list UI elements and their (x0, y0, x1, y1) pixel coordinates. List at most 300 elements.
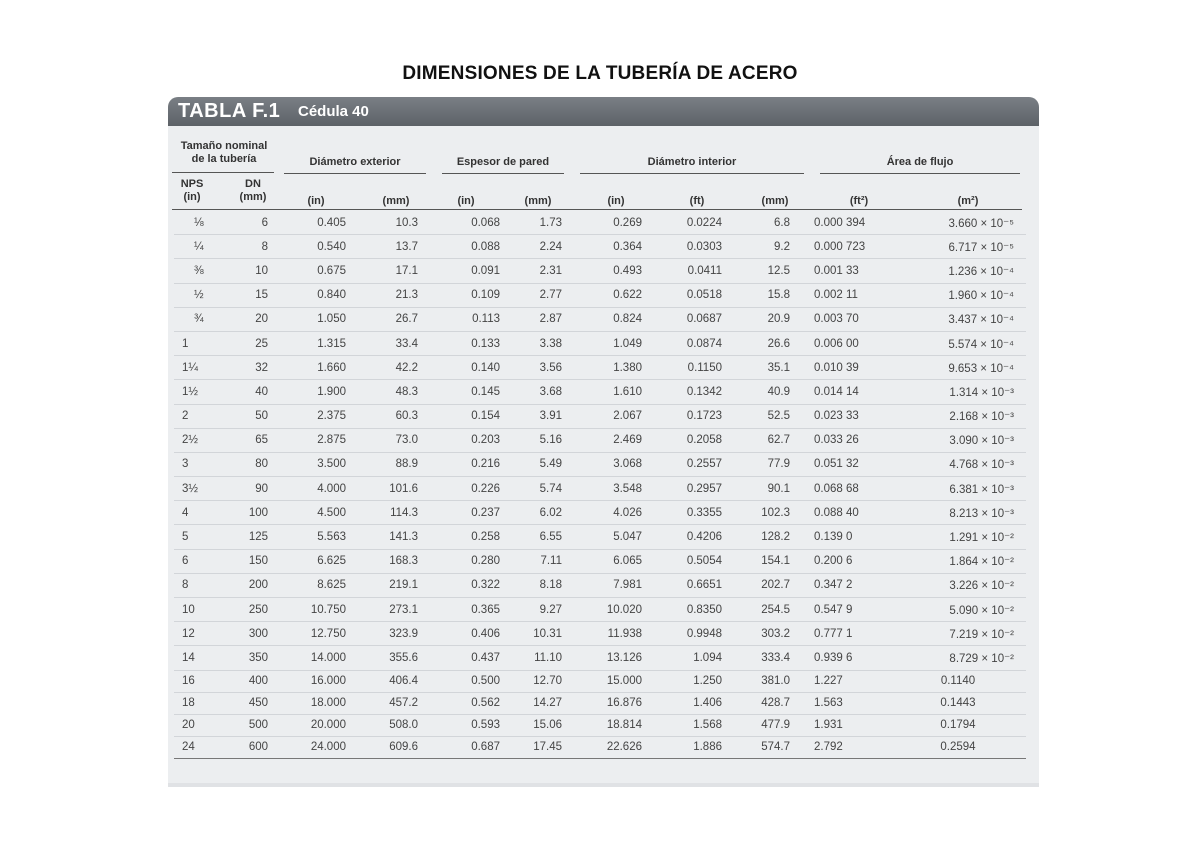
subheader-id-in: (in) (607, 195, 625, 207)
subheader-nps: NPS (in) (180, 178, 204, 203)
cell-wall-mm: 8.18 (500, 573, 572, 597)
subheader-area-ft2: (ft²) (849, 195, 869, 207)
cell-dn: 50 (214, 404, 276, 428)
cell-area-m2: 3.090 × 10⁻³ (890, 428, 1026, 452)
cell-id-mm: 35.1 (722, 356, 800, 380)
cell-wall-mm: 3.68 (500, 380, 572, 404)
cell-wall-mm: 2.77 (500, 283, 572, 307)
cell-wall-in: 0.322 (428, 573, 500, 597)
cell-id-in: 1.610 (572, 380, 642, 404)
cell-wall-in: 0.237 (428, 501, 500, 525)
cell-wall-mm: 9.27 (500, 598, 572, 622)
cell-id-ft: 0.1150 (642, 356, 722, 380)
cell-wall-in: 0.145 (428, 380, 500, 404)
cell-wall-in: 0.203 (428, 428, 500, 452)
cell-id-mm: 477.9 (722, 714, 800, 736)
cell-wall-mm: 3.91 (500, 404, 572, 428)
cell-id-in: 2.469 (572, 428, 642, 452)
cell-wall-mm: 15.06 (500, 714, 572, 736)
cell-dn: 125 (214, 525, 276, 549)
table-row (174, 404, 1026, 428)
table-footer-band (168, 783, 1039, 787)
cell-id-in: 3.068 (572, 452, 642, 476)
cell-nps: 20 (174, 714, 214, 736)
cell-od-mm: 101.6 (346, 477, 428, 501)
cell-area-ft2: 0.000 394 (800, 211, 890, 235)
cell-id-mm: 381.0 (722, 670, 800, 692)
cell-id-mm: 62.7 (722, 428, 800, 452)
table-row (174, 380, 1026, 404)
cell-area-ft2: 1.227 (800, 670, 890, 692)
table-row (174, 452, 1026, 476)
cell-nps: 1½ (174, 380, 214, 404)
table-row (174, 549, 1026, 573)
cell-id-ft: 0.1723 (642, 404, 722, 428)
cell-od-in: 20.000 (276, 714, 346, 736)
cell-id-ft: 1.568 (642, 714, 722, 736)
cell-area-ft2: 0.003 70 (800, 307, 890, 331)
table-row (174, 525, 1026, 549)
cell-wall-in: 0.437 (428, 646, 500, 670)
cell-wall-in: 0.133 (428, 331, 500, 355)
cell-area-ft2: 0.200 6 (800, 549, 890, 573)
cell-id-ft: 0.9948 (642, 622, 722, 646)
cell-dn: 250 (214, 598, 276, 622)
header-wall-thickness: Espesor de pared (442, 156, 564, 174)
cell-od-mm: 219.1 (346, 573, 428, 597)
table-row (174, 622, 1026, 646)
cell-od-mm: 26.7 (346, 307, 428, 331)
cell-wall-mm: 10.31 (500, 622, 572, 646)
subheader-area-m2: (m²) (957, 195, 979, 207)
cell-od-mm: 508.0 (346, 714, 428, 736)
cell-od-mm: 609.6 (346, 736, 428, 758)
cell-wall-in: 0.088 (428, 235, 500, 259)
header-divider (172, 209, 1022, 210)
cell-nps: ¾ (174, 307, 214, 331)
cell-od-mm: 42.2 (346, 356, 428, 380)
cell-dn: 40 (214, 380, 276, 404)
cell-od-in: 0.675 (276, 259, 346, 283)
cell-dn: 200 (214, 573, 276, 597)
cell-id-mm: 40.9 (722, 380, 800, 404)
cell-dn: 8 (214, 235, 276, 259)
cell-area-ft2: 0.547 9 (800, 598, 890, 622)
cell-od-in: 0.540 (276, 235, 346, 259)
cell-dn: 6 (214, 211, 276, 235)
cell-od-in: 1.315 (276, 331, 346, 355)
cell-area-m2: 0.1443 (890, 692, 1026, 714)
cell-id-ft: 0.2557 (642, 452, 722, 476)
table-row (174, 598, 1026, 622)
cell-area-m2: 6.381 × 10⁻³ (890, 477, 1026, 501)
cell-area-ft2: 0.002 11 (800, 283, 890, 307)
cell-area-ft2: 0.088 40 (800, 501, 890, 525)
cell-nps: ⅜ (174, 259, 214, 283)
cell-od-in: 16.000 (276, 670, 346, 692)
cell-area-ft2: 0.051 32 (800, 452, 890, 476)
cell-nps: ½ (174, 283, 214, 307)
cell-nps: 14 (174, 646, 214, 670)
cell-wall-mm: 6.55 (500, 525, 572, 549)
cell-wall-mm: 2.87 (500, 307, 572, 331)
cell-wall-in: 0.500 (428, 670, 500, 692)
cell-area-ft2: 0.023 33 (800, 404, 890, 428)
cell-wall-in: 0.593 (428, 714, 500, 736)
cell-wall-mm: 3.56 (500, 356, 572, 380)
cell-od-in: 12.750 (276, 622, 346, 646)
cell-od-in: 8.625 (276, 573, 346, 597)
cell-area-m2: 5.574 × 10⁻⁴ (890, 331, 1026, 355)
cell-id-ft: 0.1342 (642, 380, 722, 404)
cell-area-m2: 0.1794 (890, 714, 1026, 736)
cell-od-in: 1.900 (276, 380, 346, 404)
cell-dn: 15 (214, 283, 276, 307)
cell-area-m2: 8.729 × 10⁻² (890, 646, 1026, 670)
cell-id-in: 1.380 (572, 356, 642, 380)
cell-nps: 2 (174, 404, 214, 428)
cell-wall-mm: 17.45 (500, 736, 572, 758)
cell-od-mm: 60.3 (346, 404, 428, 428)
cell-nps: 24 (174, 736, 214, 758)
cell-wall-in: 0.091 (428, 259, 500, 283)
table-label: TABLA F.1 (178, 100, 281, 122)
cell-dn: 25 (214, 331, 276, 355)
cell-wall-mm: 12.70 (500, 670, 572, 692)
cell-wall-mm: 3.38 (500, 331, 572, 355)
table-row (174, 283, 1026, 307)
cell-wall-in: 0.154 (428, 404, 500, 428)
header-divider-nominal (172, 172, 274, 173)
cell-id-in: 22.626 (572, 736, 642, 758)
cell-nps: 10 (174, 598, 214, 622)
cell-od-mm: 88.9 (346, 452, 428, 476)
cell-area-m2: 3.226 × 10⁻² (890, 573, 1026, 597)
cell-area-m2: 9.653 × 10⁻⁴ (890, 356, 1026, 380)
cell-od-in: 18.000 (276, 692, 346, 714)
cell-id-ft: 0.5054 (642, 549, 722, 573)
page-title: DIMENSIONES DE LA TUBERÍA DE ACERO (402, 63, 798, 84)
subheader-id-ft: (ft) (689, 195, 705, 207)
cell-id-ft: 0.4206 (642, 525, 722, 549)
cell-wall-mm: 11.10 (500, 646, 572, 670)
cell-nps: 5 (174, 525, 214, 549)
cell-id-in: 15.000 (572, 670, 642, 692)
table-row (174, 670, 1026, 692)
cell-wall-in: 0.113 (428, 307, 500, 331)
cell-dn: 150 (214, 549, 276, 573)
cell-nps: ¼ (174, 235, 214, 259)
cell-od-in: 4.500 (276, 501, 346, 525)
cell-od-mm: 323.9 (346, 622, 428, 646)
cell-id-in: 6.065 (572, 549, 642, 573)
cell-id-ft: 0.0687 (642, 307, 722, 331)
cell-nps: ⅛ (174, 211, 214, 235)
cell-area-ft2: 0.010 39 (800, 356, 890, 380)
cell-id-in: 10.020 (572, 598, 642, 622)
cell-id-in: 1.049 (572, 331, 642, 355)
cell-dn: 500 (214, 714, 276, 736)
cell-od-mm: 114.3 (346, 501, 428, 525)
cell-area-m2: 1.864 × 10⁻² (890, 549, 1026, 573)
cell-nps: 16 (174, 670, 214, 692)
cell-id-mm: 90.1 (722, 477, 800, 501)
cell-id-in: 4.026 (572, 501, 642, 525)
cell-nps: 4 (174, 501, 214, 525)
cell-od-mm: 273.1 (346, 598, 428, 622)
cell-id-ft: 1.406 (642, 692, 722, 714)
table-row (174, 573, 1026, 597)
cell-id-mm: 12.5 (722, 259, 800, 283)
cell-id-mm: 128.2 (722, 525, 800, 549)
cell-od-in: 1.660 (276, 356, 346, 380)
cell-id-mm: 333.4 (722, 646, 800, 670)
cell-wall-in: 0.687 (428, 736, 500, 758)
subheader-id-mm: (mm) (761, 195, 789, 207)
cell-nps: 18 (174, 692, 214, 714)
cell-id-mm: 428.7 (722, 692, 800, 714)
cell-id-ft: 0.0411 (642, 259, 722, 283)
cell-od-mm: 406.4 (346, 670, 428, 692)
cell-wall-mm: 5.49 (500, 452, 572, 476)
cell-area-ft2: 0.068 68 (800, 477, 890, 501)
cell-id-ft: 0.2957 (642, 477, 722, 501)
subheader-dn: DN (mm) (239, 178, 267, 203)
data-table (174, 211, 1026, 759)
cell-nps: 1¼ (174, 356, 214, 380)
header-nominal-size: Tamaño nominal de la tubería (180, 140, 268, 165)
cell-id-mm: 52.5 (722, 404, 800, 428)
table-row (174, 211, 1026, 235)
cell-id-in: 11.938 (572, 622, 642, 646)
cell-wall-in: 0.562 (428, 692, 500, 714)
cell-od-mm: 48.3 (346, 380, 428, 404)
cell-id-in: 13.126 (572, 646, 642, 670)
cell-od-in: 4.000 (276, 477, 346, 501)
cell-area-m2: 2.168 × 10⁻³ (890, 404, 1026, 428)
header-outer-diameter: Diámetro exterior (284, 156, 426, 174)
cell-wall-in: 0.140 (428, 356, 500, 380)
cell-id-mm: 26.6 (722, 331, 800, 355)
cell-dn: 10 (214, 259, 276, 283)
cell-area-ft2: 1.563 (800, 692, 890, 714)
table-row (174, 235, 1026, 259)
cell-wall-in: 0.280 (428, 549, 500, 573)
table-row (174, 501, 1026, 525)
header-inner-diameter: Diámetro interior (580, 156, 804, 174)
cell-area-m2: 1.291 × 10⁻² (890, 525, 1026, 549)
cell-wall-in: 0.216 (428, 452, 500, 476)
cell-id-ft: 1.094 (642, 646, 722, 670)
cell-wall-in: 0.226 (428, 477, 500, 501)
cell-dn: 65 (214, 428, 276, 452)
cell-area-m2: 8.213 × 10⁻³ (890, 501, 1026, 525)
cell-id-mm: 6.8 (722, 211, 800, 235)
cell-nps: 6 (174, 549, 214, 573)
cell-dn: 100 (214, 501, 276, 525)
cell-id-in: 3.548 (572, 477, 642, 501)
cell-id-mm: 574.7 (722, 736, 800, 758)
cell-id-mm: 15.8 (722, 283, 800, 307)
cell-id-mm: 77.9 (722, 452, 800, 476)
cell-dn: 450 (214, 692, 276, 714)
cell-area-m2: 1.236 × 10⁻⁴ (890, 259, 1026, 283)
cell-dn: 32 (214, 356, 276, 380)
cell-area-ft2: 0.939 6 (800, 646, 890, 670)
cell-dn: 600 (214, 736, 276, 758)
table-row (174, 714, 1026, 736)
cell-od-in: 3.500 (276, 452, 346, 476)
cell-od-in: 0.405 (276, 211, 346, 235)
cell-id-in: 7.981 (572, 573, 642, 597)
cell-wall-mm: 5.74 (500, 477, 572, 501)
cell-area-ft2: 0.139 0 (800, 525, 890, 549)
cell-id-ft: 0.2058 (642, 428, 722, 452)
cell-id-mm: 102.3 (722, 501, 800, 525)
cell-nps: 12 (174, 622, 214, 646)
cell-wall-mm: 6.02 (500, 501, 572, 525)
cell-id-mm: 254.5 (722, 598, 800, 622)
cell-id-in: 0.269 (572, 211, 642, 235)
cell-area-ft2: 0.347 2 (800, 573, 890, 597)
cell-nps: 1 (174, 331, 214, 355)
cell-area-ft2: 0.001 33 (800, 259, 890, 283)
cell-id-in: 2.067 (572, 404, 642, 428)
table-row (174, 356, 1026, 380)
cell-od-mm: 17.1 (346, 259, 428, 283)
cell-area-ft2: 2.792 (800, 736, 890, 758)
table-row (174, 307, 1026, 331)
cell-id-in: 0.364 (572, 235, 642, 259)
cell-id-ft: 0.8350 (642, 598, 722, 622)
cell-nps: 8 (174, 573, 214, 597)
cell-id-ft: 0.3355 (642, 501, 722, 525)
cell-area-m2: 6.717 × 10⁻⁵ (890, 235, 1026, 259)
cell-od-mm: 73.0 (346, 428, 428, 452)
cell-od-in: 1.050 (276, 307, 346, 331)
cell-area-m2: 7.219 × 10⁻² (890, 622, 1026, 646)
cell-area-m2: 0.2594 (890, 736, 1026, 758)
cell-dn: 350 (214, 646, 276, 670)
cell-id-mm: 202.7 (722, 573, 800, 597)
table-row (174, 477, 1026, 501)
cell-area-m2: 1.314 × 10⁻³ (890, 380, 1026, 404)
subheader-od-mm: (mm) (382, 195, 410, 207)
cell-area-m2: 3.660 × 10⁻⁵ (890, 211, 1026, 235)
cell-wall-mm: 5.16 (500, 428, 572, 452)
cell-id-mm: 9.2 (722, 235, 800, 259)
cell-id-in: 0.622 (572, 283, 642, 307)
cell-id-in: 0.824 (572, 307, 642, 331)
table-subtitle: Cédula 40 (298, 103, 369, 120)
subheader-od-in: (in) (307, 195, 325, 207)
cell-area-ft2: 0.033 26 (800, 428, 890, 452)
cell-id-mm: 303.2 (722, 622, 800, 646)
cell-od-mm: 457.2 (346, 692, 428, 714)
cell-wall-mm: 7.11 (500, 549, 572, 573)
cell-od-in: 10.750 (276, 598, 346, 622)
cell-od-mm: 21.3 (346, 283, 428, 307)
table-row (174, 428, 1026, 452)
cell-wall-mm: 1.73 (500, 211, 572, 235)
cell-od-in: 6.625 (276, 549, 346, 573)
cell-id-in: 18.814 (572, 714, 642, 736)
cell-area-m2: 0.1140 (890, 670, 1026, 692)
steel-pipe-table (168, 97, 1039, 787)
cell-wall-in: 0.068 (428, 211, 500, 235)
cell-dn: 400 (214, 670, 276, 692)
table-row (174, 259, 1026, 283)
cell-id-in: 5.047 (572, 525, 642, 549)
cell-wall-mm: 2.31 (500, 259, 572, 283)
cell-od-in: 2.875 (276, 428, 346, 452)
subheader-wall-mm: (mm) (524, 195, 552, 207)
cell-nps: 2½ (174, 428, 214, 452)
cell-area-ft2: 0.014 14 (800, 380, 890, 404)
header-flow-area: Área de flujo (820, 156, 1020, 174)
cell-dn: 20 (214, 307, 276, 331)
cell-id-ft: 0.0874 (642, 331, 722, 355)
cell-id-mm: 20.9 (722, 307, 800, 331)
cell-area-m2: 3.437 × 10⁻⁴ (890, 307, 1026, 331)
cell-wall-in: 0.258 (428, 525, 500, 549)
cell-id-ft: 1.250 (642, 670, 722, 692)
cell-wall-mm: 14.27 (500, 692, 572, 714)
cell-area-ft2: 0.777 1 (800, 622, 890, 646)
cell-od-mm: 168.3 (346, 549, 428, 573)
cell-id-ft: 0.6651 (642, 573, 722, 597)
table-row (174, 692, 1026, 714)
cell-nps: 3 (174, 452, 214, 476)
cell-od-mm: 10.3 (346, 211, 428, 235)
cell-od-mm: 141.3 (346, 525, 428, 549)
cell-area-m2: 5.090 × 10⁻² (890, 598, 1026, 622)
cell-area-ft2: 1.931 (800, 714, 890, 736)
cell-od-mm: 355.6 (346, 646, 428, 670)
cell-dn: 80 (214, 452, 276, 476)
cell-od-in: 0.840 (276, 283, 346, 307)
cell-area-m2: 4.768 × 10⁻³ (890, 452, 1026, 476)
cell-wall-mm: 2.24 (500, 235, 572, 259)
cell-area-m2: 1.960 × 10⁻⁴ (890, 283, 1026, 307)
table-banner (168, 97, 1039, 126)
cell-wall-in: 0.365 (428, 598, 500, 622)
table-row (174, 736, 1026, 758)
cell-od-in: 5.563 (276, 525, 346, 549)
subheader-wall-in: (in) (457, 195, 475, 207)
cell-id-mm: 154.1 (722, 549, 800, 573)
cell-area-ft2: 0.000 723 (800, 235, 890, 259)
cell-od-mm: 13.7 (346, 235, 428, 259)
cell-od-in: 2.375 (276, 404, 346, 428)
cell-nps: 3½ (174, 477, 214, 501)
cell-wall-in: 0.109 (428, 283, 500, 307)
cell-id-ft: 0.0303 (642, 235, 722, 259)
cell-id-in: 16.876 (572, 692, 642, 714)
cell-dn: 300 (214, 622, 276, 646)
cell-od-in: 24.000 (276, 736, 346, 758)
cell-od-in: 14.000 (276, 646, 346, 670)
table-row (174, 646, 1026, 670)
cell-id-in: 0.493 (572, 259, 642, 283)
cell-id-ft: 0.0518 (642, 283, 722, 307)
cell-id-ft: 1.886 (642, 736, 722, 758)
cell-area-ft2: 0.006 00 (800, 331, 890, 355)
cell-dn: 90 (214, 477, 276, 501)
table-row (174, 331, 1026, 355)
cell-od-mm: 33.4 (346, 331, 428, 355)
cell-wall-in: 0.406 (428, 622, 500, 646)
